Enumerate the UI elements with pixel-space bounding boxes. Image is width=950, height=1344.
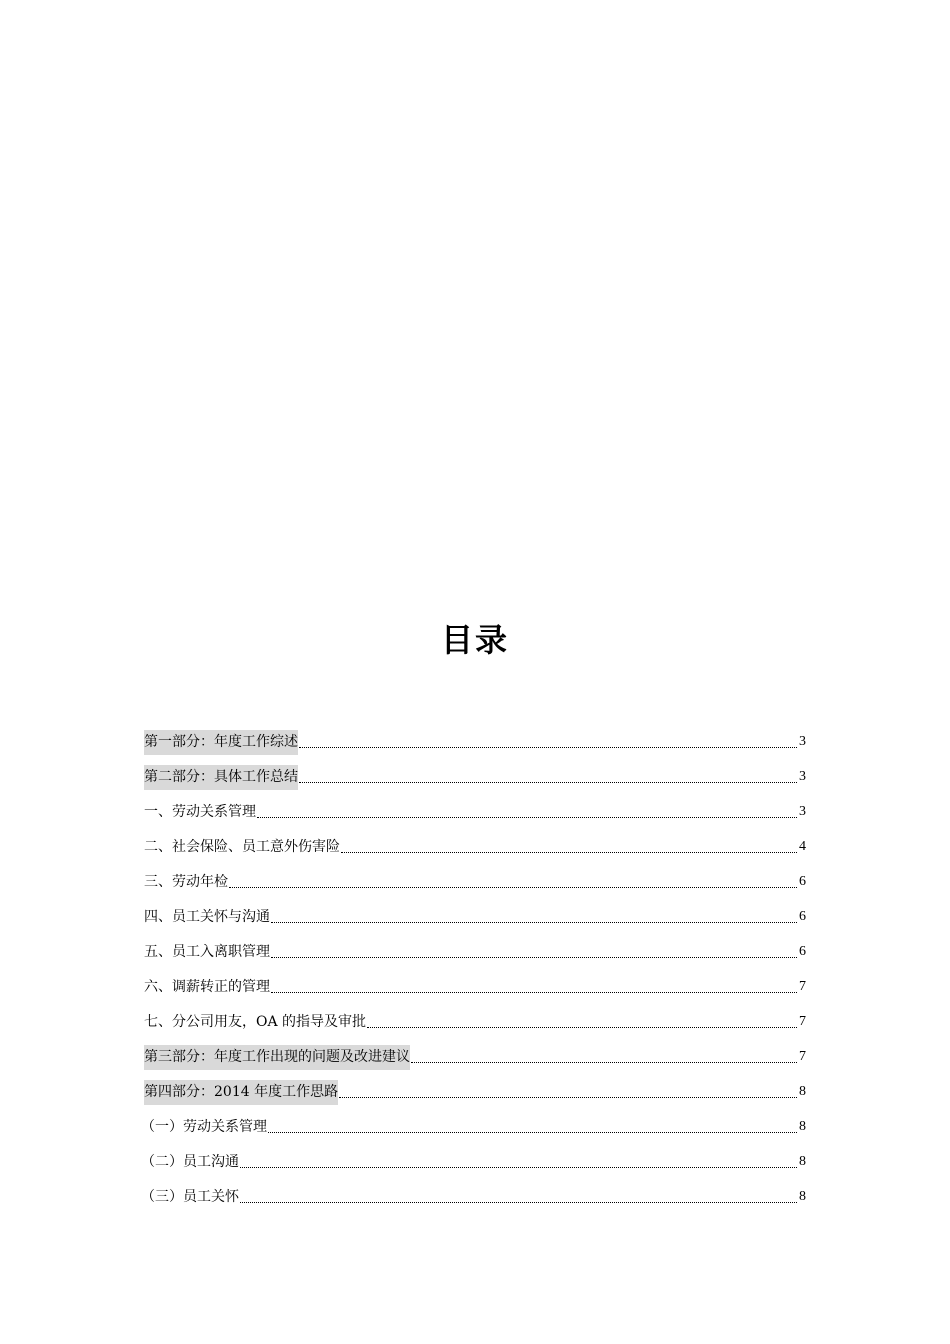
toc-entry-text: 一、劳动关系管理 [144,804,256,820]
toc-page-number: 4 [799,839,806,854]
toc-list [141,720,806,1210]
toc-entry-text: （二）员工沟通 [141,1154,239,1170]
toc-entry-text: 第三部分：年度工作出现的问题及改进建议 [144,1045,410,1070]
toc-entry[interactable] [144,1070,806,1105]
toc-entry-text: 第二部分：具体工作总结 [144,765,298,790]
dot-leader [339,1097,797,1098]
toc-entry[interactable] [141,1175,806,1210]
dot-leader [268,1132,797,1133]
toc-entry[interactable] [144,895,806,930]
dot-leader [411,1062,797,1063]
toc-entry[interactable] [141,1140,806,1175]
toc-page-number: 7 [799,1014,806,1029]
toc-entry-text: 二、社会保险、员工意外伤害险 [144,839,340,855]
toc-page-number: 8 [799,1154,806,1169]
toc-page-number: 8 [799,1189,806,1204]
dot-leader [271,922,797,923]
toc-entry[interactable] [144,965,806,1000]
toc-title: 目录 [440,621,509,659]
toc-page-number: 3 [799,734,806,749]
toc-entry-text: 四、员工关怀与沟通 [144,909,270,925]
dot-leader [299,782,797,783]
toc-entry-text: （一）劳动关系管理 [141,1119,267,1135]
dot-leader [367,1027,797,1028]
toc-entry[interactable] [144,1000,806,1035]
toc-page-number: 3 [799,804,806,819]
dot-leader [257,817,797,818]
toc-page-number: 6 [799,909,806,924]
toc-page-number: 8 [799,1119,806,1134]
toc-entry-text: 六、调薪转正的管理 [144,979,270,995]
toc-entry-text: 第一部分：年度工作综述 [144,730,298,755]
dot-leader [299,747,797,748]
toc-page-number: 8 [799,1084,806,1099]
toc-entry-text: 第四部分：2014 年度工作思路 [144,1080,338,1105]
toc-entry-text: （三）员工关怀 [141,1189,239,1205]
toc-entry[interactable] [144,825,806,860]
toc-page-number: 7 [799,979,806,994]
toc-entry[interactable] [144,860,806,895]
toc-page-number: 3 [799,769,806,784]
toc-entry[interactable] [141,1105,806,1140]
dot-leader [271,992,797,993]
dot-leader [240,1202,797,1203]
dot-leader [341,852,797,853]
toc-page-number: 7 [799,1049,806,1064]
toc-entry-text: 五、员工入离职管理 [144,944,270,960]
toc-entry-text: 七、分公司用友，OA 的指导及审批 [144,1014,367,1030]
toc-entry[interactable] [144,720,806,755]
toc-entry[interactable] [144,1035,806,1070]
toc-page-number: 6 [799,944,806,959]
toc-entry[interactable] [144,790,806,825]
toc-page-number: 6 [799,874,806,889]
toc-entry-text: 三、劳动年检 [144,874,228,890]
dot-leader [271,957,797,958]
dot-leader [229,887,797,888]
toc-entry[interactable] [144,755,806,790]
toc-entry[interactable] [144,930,806,965]
dot-leader [240,1167,797,1168]
